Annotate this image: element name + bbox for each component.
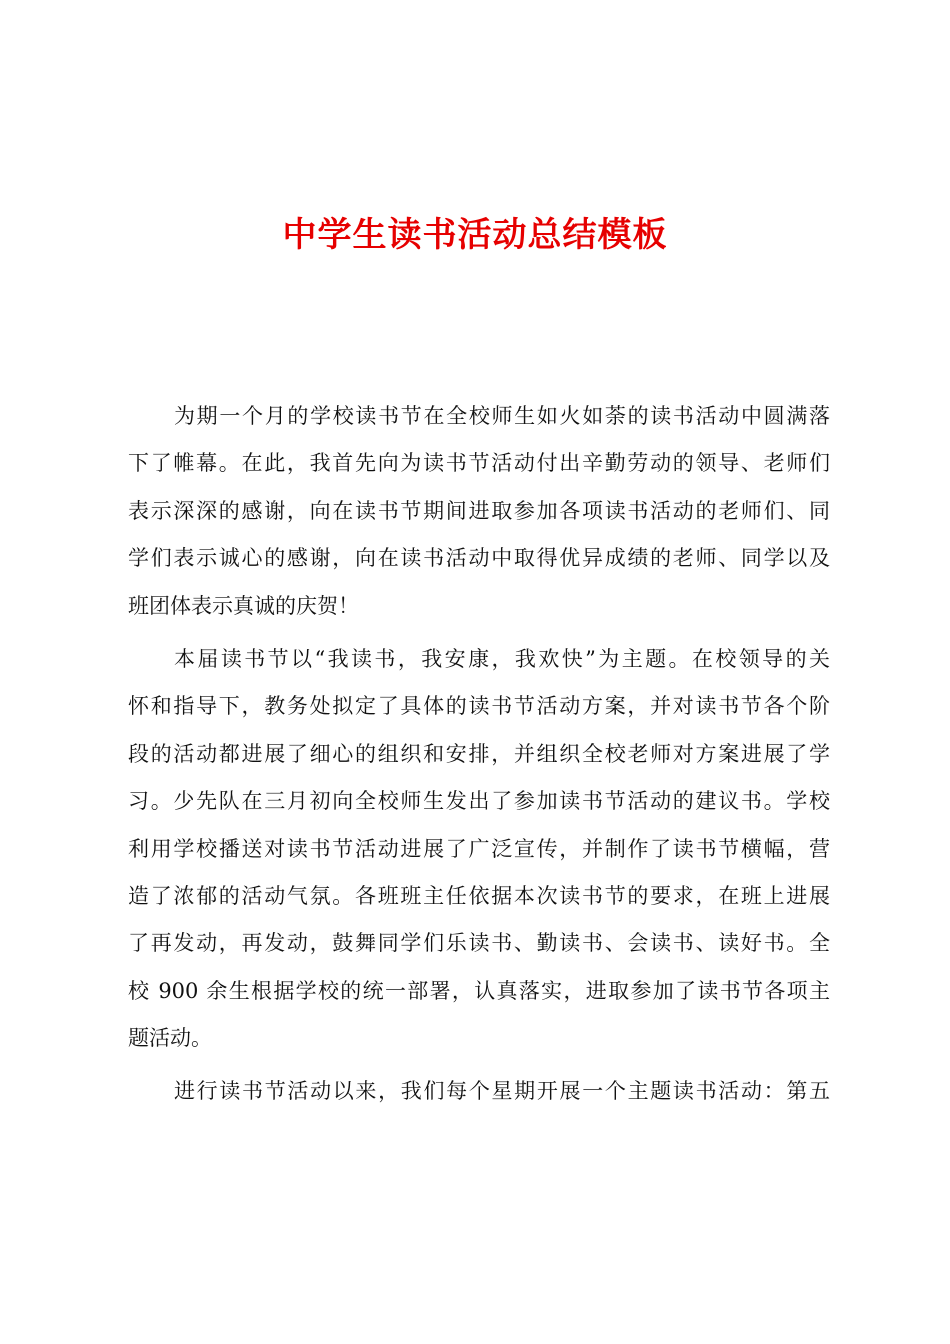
paragraph-line: 怀和指导下，教务处拟定了具体的读书节活动方案，并对读书节各个阶 xyxy=(128,694,830,719)
paragraph-line: 表示深深的感谢，向在读书节期间进取参加各项读书活动的老师们、同 xyxy=(128,498,830,523)
paragraph-3 xyxy=(128,1068,830,1115)
paragraph-line: 班团体表示真诚的庆贺！ xyxy=(128,593,359,618)
paragraph-line: 习。少先队在三月初向全校师生发出了参加读书节活动的建议书。学校 xyxy=(128,789,830,814)
paragraph-line: 题活动。 xyxy=(128,1026,212,1051)
paragraph-line: 段的活动都进展了细心的组织和安排，并组织全校老师对方案进展了学 xyxy=(128,741,830,766)
paragraph-line: 学们表示诚心的感谢，向在读书活动中取得优异成绩的老师、同学以及 xyxy=(128,546,830,571)
paragraph-2 xyxy=(128,636,830,1063)
paragraph-line: 校 900 余生根据学校的统一部署，认真落实，进取参加了读书节各项主 xyxy=(128,978,830,1003)
paragraph-line: 造了浓郁的活动气氛。各班班主任依据本次读书节的要求，在班上进展 xyxy=(128,883,830,908)
paragraph-line: 本届读书节以“我读书，我安康，我欢快”为主题。在校领导的关 xyxy=(174,646,830,671)
paragraph-line: 进行读书节活动以来，我们每个星期开展一个主题读书活动：第五 xyxy=(174,1079,830,1104)
paragraph-line: 利用学校播送对读书节活动进展了广泛宣传，并制作了读书节横幅，营 xyxy=(128,836,830,861)
paragraph-line: 为期一个月的学校读书节在全校师生如火如荼的读书活动中圆满落 xyxy=(174,404,830,428)
document-title: 中学生读书活动总结模板 xyxy=(282,215,668,255)
paragraph-line: 下了帷幕。在此，我首先向为读书节活动付出辛勤劳动的领导、老师们 xyxy=(128,451,830,476)
document-body xyxy=(128,393,830,1122)
paragraph-line: 了再发动，再发动，鼓舞同学们乐读书、勤读书、会读书、读好书。全 xyxy=(128,931,830,956)
paragraph-1 xyxy=(128,393,830,630)
